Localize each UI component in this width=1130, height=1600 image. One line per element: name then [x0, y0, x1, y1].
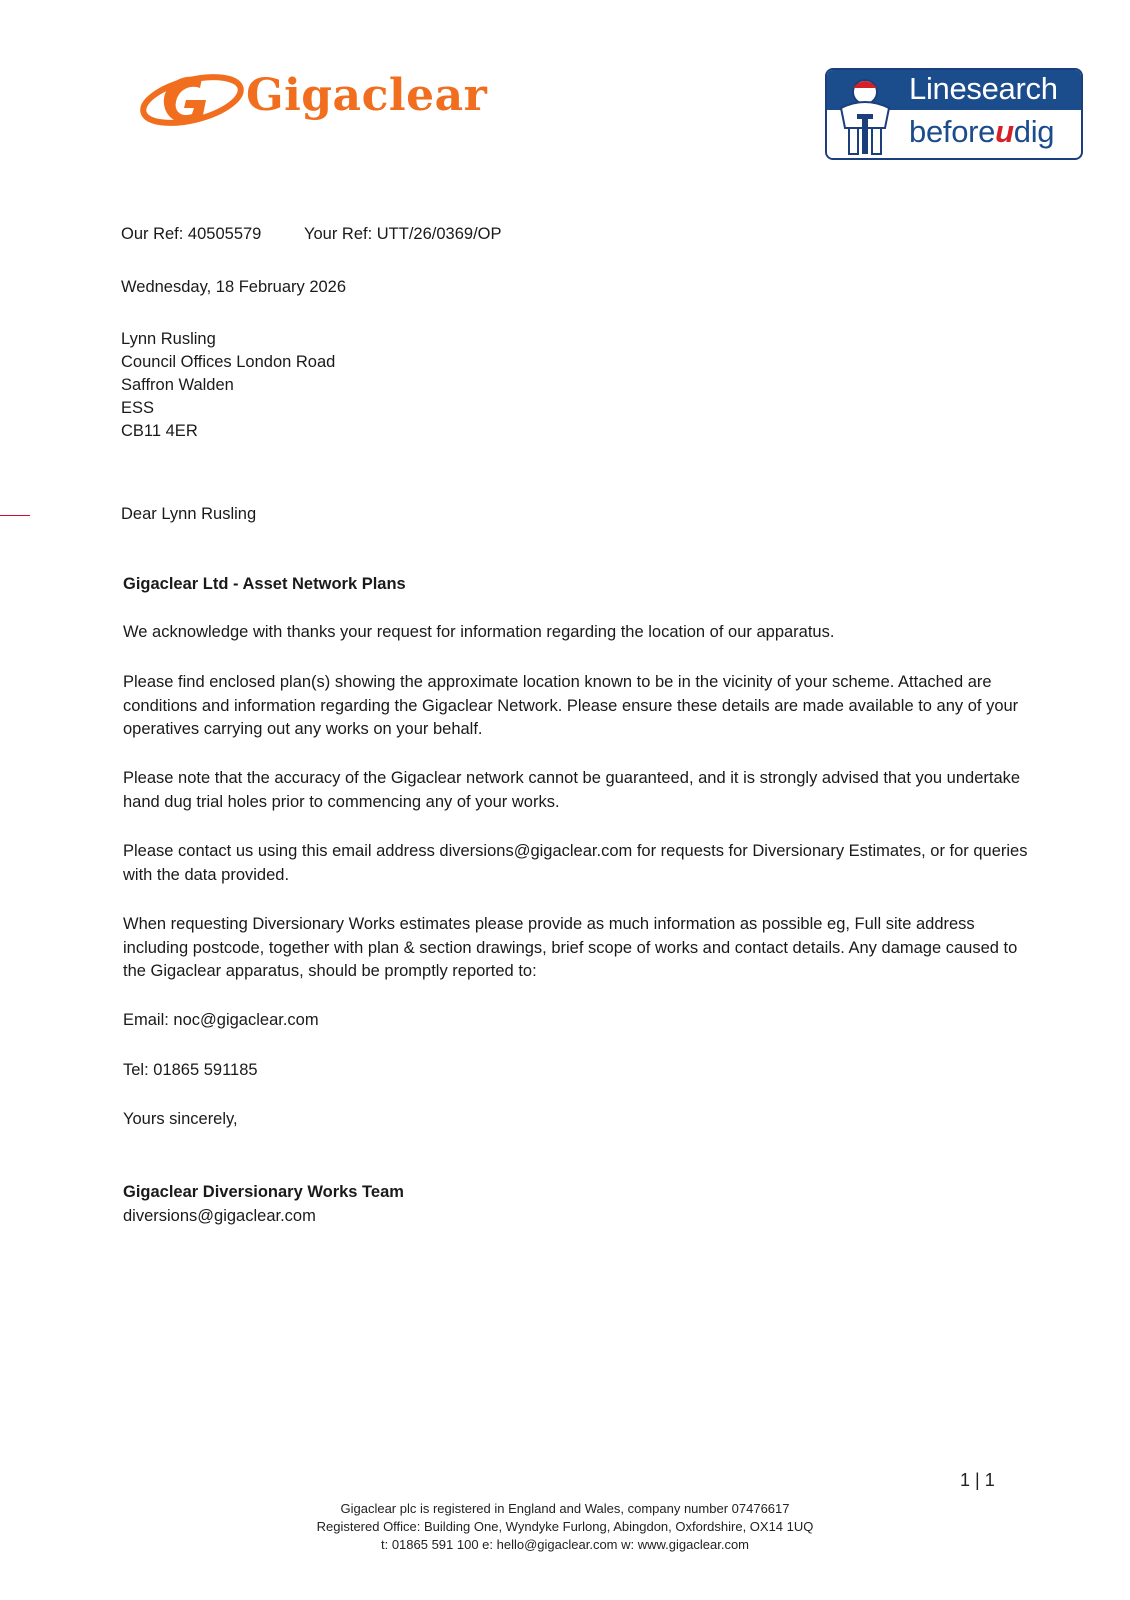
- paragraph: Please contact us using this email address diversions@gigaclear.com for requests for Diversionary Estimates, or for queries with the data provided.: [123, 842, 1028, 884]
- gigaclear-logo: [140, 64, 510, 136]
- letter-date: Wednesday, 18 February 2026: [121, 278, 347, 296]
- recipient-address: [121, 328, 335, 443]
- signature-email: diversions@gigaclear.com: [123, 1207, 316, 1225]
- u-text: u: [995, 114, 1014, 149]
- footer-contacts: t: 01865 591 100 e: hello@gigaclear.com w: www.gigaclear.com: [380, 1537, 750, 1552]
- linesearch-title: Linesearch: [909, 71, 1058, 106]
- margin-mark: [0, 515, 30, 516]
- paragraph: When requesting Diversionary Works estimates please provide as much information as possible eg, Full site address including postcode, together with plan & section drawings, brief scope of works and contact details. Any damage caused to the Gigaclear apparatus, should be promptly reported to:: [123, 915, 1018, 980]
- linesearch-logo: [825, 68, 1083, 160]
- gigaclear-wordmark: Gigaclear: [246, 70, 488, 121]
- address-line: Council Offices London Road: [121, 353, 336, 371]
- your-ref: Your Ref: UTT/26/0369/OP: [304, 225, 502, 243]
- footer: [0, 1500, 1130, 1554]
- address-line: Lynn Rusling: [121, 330, 216, 348]
- digger-figure-icon: [827, 70, 907, 160]
- paragraph: Please find enclosed plan(s) showing the approximate location known to be in the vicinity of your scheme. Attached are conditions and information regarding the Gigaclear Network. Please ensure these details are made available to any of your operatives carrying out any works on your behalf.: [123, 673, 1019, 738]
- our-ref: Our Ref: 40505579: [121, 225, 262, 243]
- footer-registration: Gigaclear plc is registered in England and Wales, company number 07476617: [340, 1501, 790, 1516]
- address-line: ESS: [121, 399, 155, 417]
- closing: Yours sincerely,: [123, 1110, 238, 1128]
- before-u-dig-text: [909, 116, 1054, 147]
- subject-heading: Gigaclear Ltd - Asset Network Plans: [123, 575, 406, 593]
- salutation: Dear Lynn Rusling: [121, 505, 257, 523]
- signature-team: Gigaclear Diversionary Works Team: [123, 1183, 404, 1201]
- footer-office: Registered Office: Building One, Wyndyke Furlong, Abingdon, Oxfordshire, OX14 1UQ: [316, 1519, 814, 1534]
- paragraph: We acknowledge with thanks your request for information regarding the location of our apparatus.: [123, 623, 835, 641]
- before-text: before: [909, 114, 996, 149]
- contact-email: Email: noc@gigaclear.com: [123, 1011, 319, 1029]
- dig-text: dig: [1013, 114, 1055, 149]
- contact-tel: Tel: 01865 591185: [123, 1061, 258, 1079]
- address-line: CB11 4ER: [121, 422, 198, 440]
- address-line: Saffron Walden: [121, 376, 234, 394]
- gigaclear-g-icon: [140, 64, 250, 136]
- page-number: 1 | 1: [960, 1470, 995, 1490]
- paragraph: Please note that the accuracy of the Gigaclear network cannot be guaranteed, and it is strongly advised that you undertake hand dug trial holes prior to commencing any of your works.: [123, 769, 1021, 811]
